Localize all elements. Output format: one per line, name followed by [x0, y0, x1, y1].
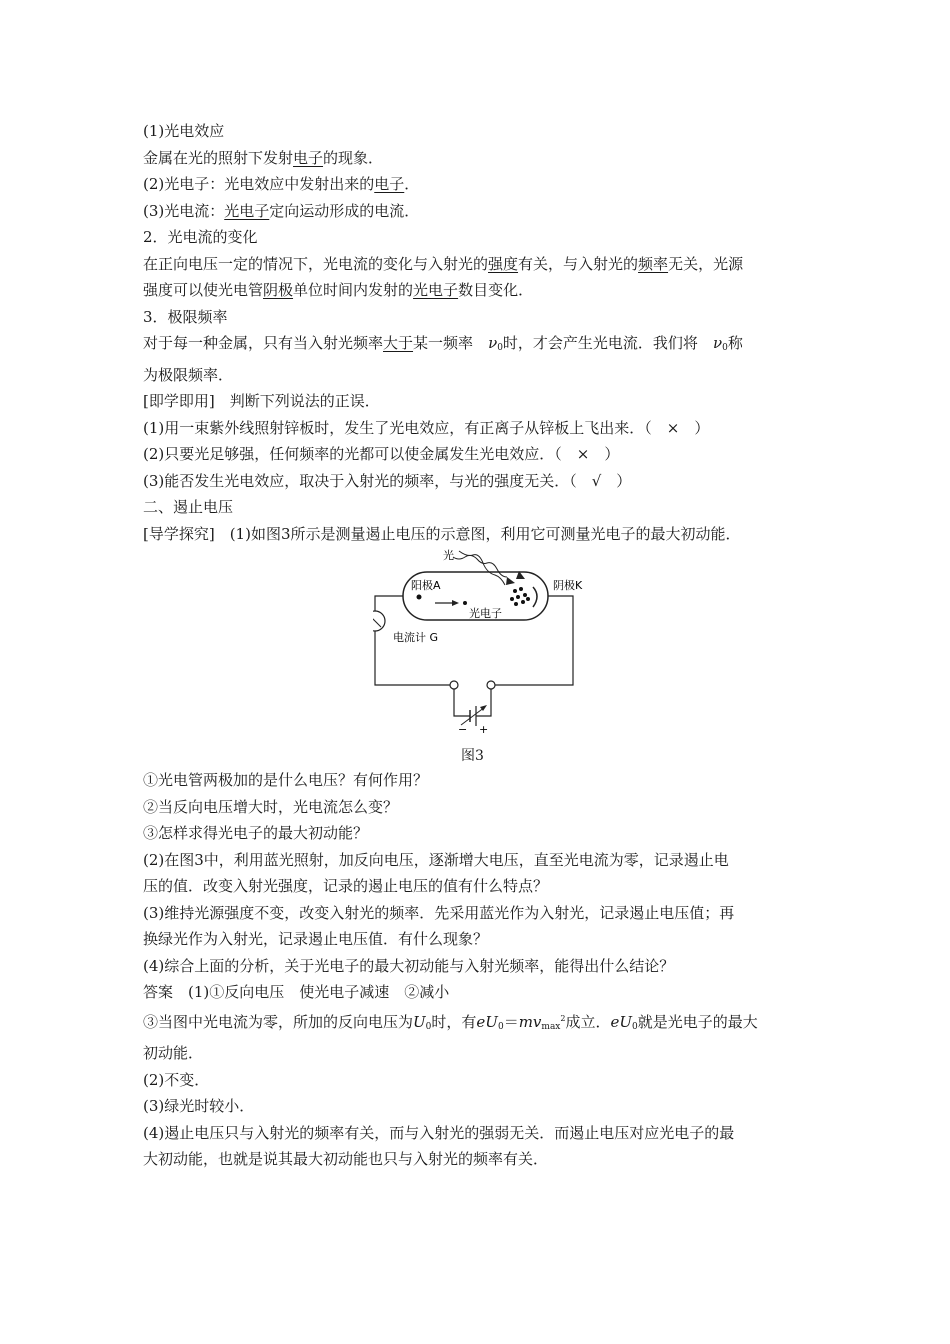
answer-line: 答案 (1)①反向电压 使光电子减速 ②减小: [143, 983, 450, 1001]
label-plus: +: [479, 723, 489, 736]
exercise-item: (1)用一束紫外线照射锌板时，发生了光电效应，有正离子从锌板上飞出来．（ × ）: [143, 418, 710, 437]
answer-line: ③当图中光电流为零，所加的反向电压为$U_0$时，有$eU_0=mv_{max}^2$成立．$eU_0$就是光电子的最大: [143, 1012, 758, 1032]
text-line: 为极限频率．: [143, 365, 234, 384]
figure-caption: 图3: [461, 748, 484, 764]
question-item: 压的值．改变入射光强度，记录的遏止电压的值有什么特点？: [143, 877, 549, 895]
section-heading: 3．极限频率: [143, 307, 228, 326]
answer-line: 初动能．: [143, 1044, 204, 1062]
answer-line: (2)不变．: [143, 1070, 210, 1089]
label-photoelectron: 光电子: [469, 607, 502, 620]
question-item: (2)在图3中，利用蓝光照射，加反向电压，逐渐增大电压，直至光电流为零，记录遏止电: [143, 850, 729, 869]
wire: [375, 596, 403, 611]
label-anode: 阳极A: [411, 579, 441, 592]
label-cathode: 阴极K: [553, 579, 583, 592]
anode-terminal: [417, 595, 422, 600]
text-line: (3)光电流：光电子定向运动形成的电流．: [143, 201, 420, 220]
document-page: [143, 118, 813, 1173]
question-item: (3)维持光源强度不变，改变入射光的频率．先采用蓝光作为入射光，记录遏止电压值；再: [143, 903, 735, 922]
text-line: 对于每一种金属，只有当入射光频率大于某一频率 $\nu_0$时，才会产生光电流．我们将 $\nu_0$称: [143, 334, 743, 353]
text-line: [导学探究] (1)如图3所示是测量遏止电压的示意图，利用它可测量光电子的最大初动能．: [143, 524, 741, 543]
wire: [454, 689, 470, 716]
text-line: 在正向电压一定的情况下，光电流的变化与入射光的强度有关，与入射光的频率无关，光源: [143, 254, 744, 273]
electron-dot: [463, 601, 467, 605]
answer-line: (4)遏止电压只与入射光的频率有关，而与入射光的强弱无关．而遏止电压对应光电子的最: [143, 1123, 735, 1142]
section-heading: 二、遏止电压: [143, 498, 234, 516]
answer-line: (3)绿光时较小．: [143, 1097, 255, 1115]
terminal: [487, 681, 495, 689]
circuit-diagram: [373, 549, 613, 745]
section-heading: 2．光电流的变化: [143, 228, 258, 246]
question-item: (4)综合上面的分析，关于光电子的最大初动能与入射光频率，能得出什么结论？: [143, 956, 675, 975]
exercise-heading: [即学即用] 判断下列说法的正误．: [143, 392, 380, 410]
question-item: ②当反向电压增大时，光电流怎么变？: [143, 797, 399, 816]
question-item: ①光电管两极加的是什么电压？有何作用？: [143, 771, 429, 789]
exercise-item: (3)能否发生光电效应，取决于入射光的频率，与光的强度无关．（ √ ）: [143, 471, 632, 490]
terminal: [450, 681, 458, 689]
question-item: ③怎样求得光电子的最大初动能？: [143, 824, 369, 842]
exercise-item: (2)只要光足够强，任何频率的光都可以使金属发生光电效应．（ × ）: [143, 445, 620, 463]
text-line: (2)光电子：光电效应中发射出来的电子．: [143, 175, 420, 193]
question-item: 换绿光作为入射光，记录遏止电压值．有什么现象？: [143, 930, 489, 948]
label-minus: −: [458, 723, 468, 736]
answer-line: 大初动能，也就是说其最大初动能也只与入射光的频率有关．: [143, 1150, 549, 1168]
label-galvanometer: 电流计 G: [393, 631, 439, 644]
text-line: 金属在光的照射下发射电子的现象．: [143, 148, 384, 167]
label-light: 光: [443, 549, 454, 562]
figure-stopping-voltage: [143, 549, 813, 767]
text-line: 强度可以使光电管阴极单位时间内发射的光电子数目变化．: [143, 281, 534, 299]
heading-photoelectric-effect: (1)光电效应: [143, 122, 225, 140]
